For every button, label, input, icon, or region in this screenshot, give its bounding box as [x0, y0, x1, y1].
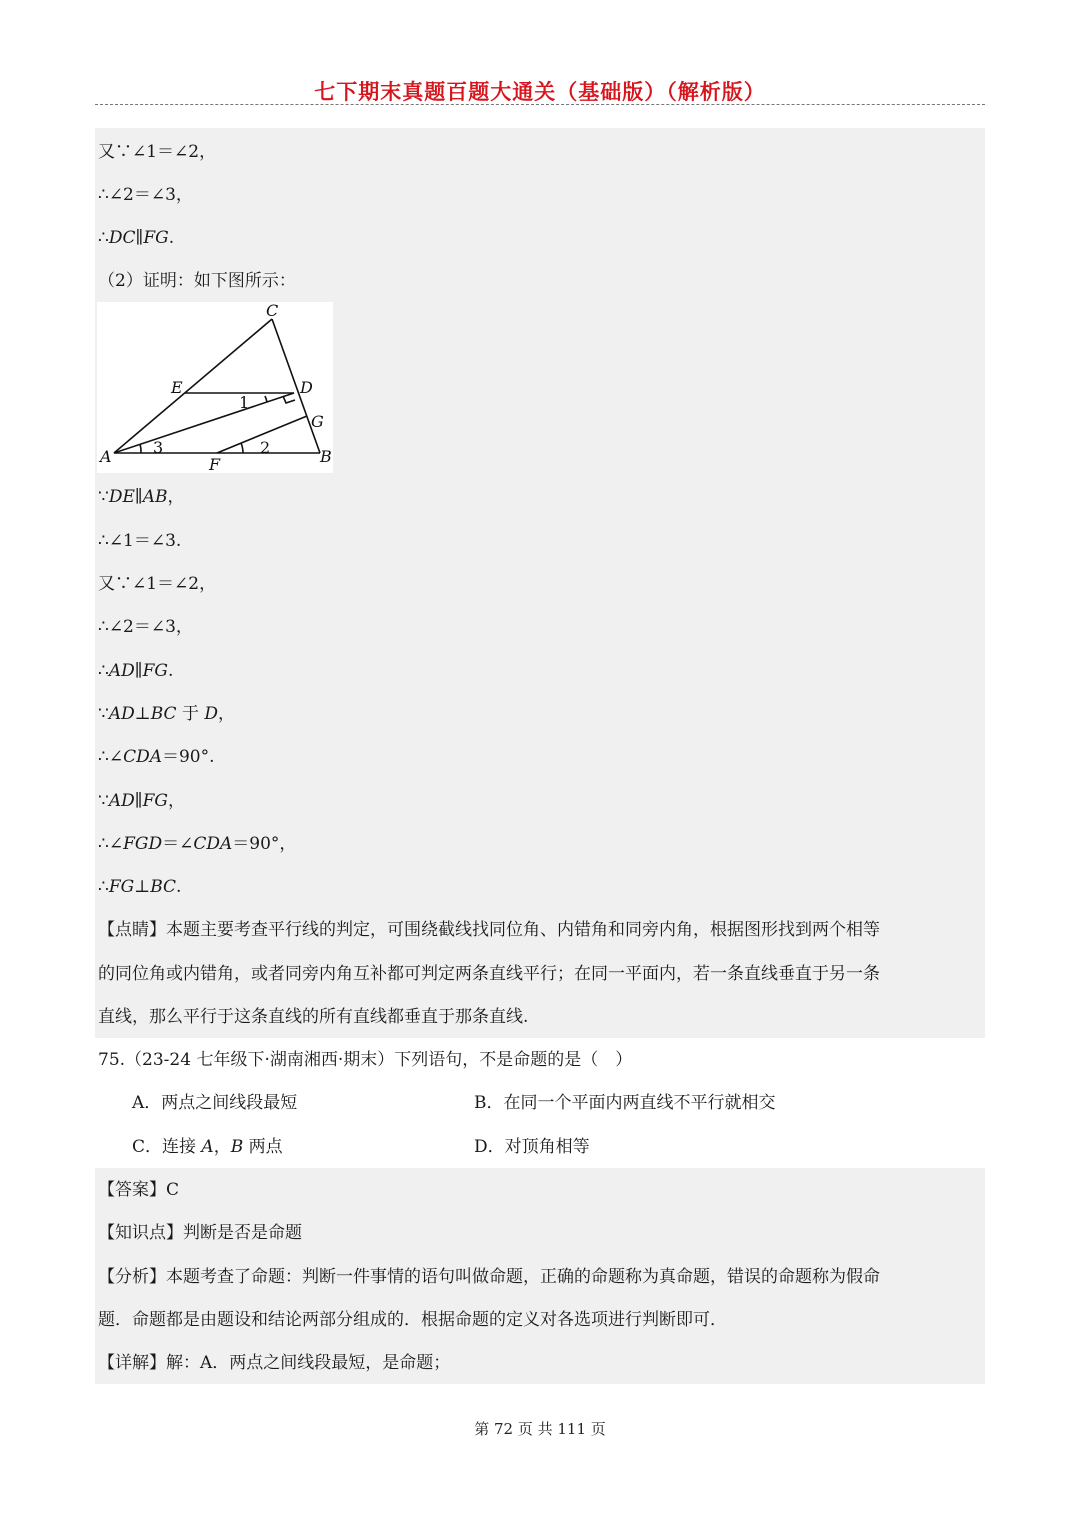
detail-line: 【详解】解：A．两点之间线段最短，是命题； — [98, 1353, 451, 1373]
angle3-arc — [140, 444, 141, 453]
proof2-step2: ∴∠1＝∠3. — [98, 531, 182, 551]
option-c: C．连接 A，B 两点 — [132, 1137, 283, 1157]
solution-block — [95, 128, 985, 1038]
comment-line1: 【点睛】本题主要考查平行线的判定，可围绕截线找同位角、内错角和同旁内角，根据图形找到两个相等 — [98, 920, 880, 940]
geometry-figure — [97, 302, 333, 473]
proof2-step9: ∴∠FGD＝∠CDA＝90°， — [98, 834, 297, 854]
page-number: 第 72 页 共 111 页 — [474, 1420, 606, 1438]
label-2: 2 — [260, 438, 271, 457]
label-A: A — [100, 447, 112, 466]
proof2-step1: ∵DE∥AB， — [98, 487, 185, 507]
triangle-diagram — [97, 302, 333, 473]
option-d: D．对顶角相等 — [474, 1137, 590, 1157]
option-a: A．两点之间线段最短 — [132, 1093, 298, 1113]
proof2-step4: ∴∠2＝∠3， — [98, 617, 193, 637]
question-stem: 75.（23-24 七年级下·湖南湘西·期末）下列语句，不是命题的是（ ） — [98, 1050, 633, 1070]
proof2-step5: ∴AD∥FG. — [98, 661, 174, 681]
proof1-line2: ∴∠2＝∠3， — [98, 185, 193, 205]
proof1-line3: ∴DC∥FG. — [98, 228, 175, 248]
angle1-arc — [265, 396, 267, 402]
option-b: B．在同一个平面内两直线不平行就相交 — [474, 1093, 776, 1113]
label-3: 3 — [153, 438, 164, 457]
segment-AC — [114, 319, 272, 453]
label-C: C — [266, 302, 279, 320]
proof2-step8: ∵AD∥FG， — [98, 791, 185, 811]
header-divider — [95, 104, 985, 105]
page-header-title: 七下期末真题百题大通关（基础版）（解析版） — [314, 79, 766, 104]
label-G: G — [311, 412, 324, 431]
comment-line3: 直线，那么平行于这条直线的所有直线都垂直于那条直线. — [98, 1007, 529, 1027]
analysis-line2: 题．命题都是由题设和结论两部分组成的．根据命题的定义对各选项进行判断即可． — [98, 1310, 727, 1330]
comment-line2: 的同位角或内错角，或者同旁内角互补都可判定两条直线平行；在同一平面内，若一条直线垂直于另一条 — [98, 964, 880, 984]
label-E: E — [171, 378, 183, 397]
label-F: F — [209, 455, 221, 473]
proof1-line1: 又∵∠1＝∠2， — [98, 142, 217, 162]
label-B: B — [320, 447, 332, 466]
proof2-step7: ∴∠CDA＝90°. — [98, 747, 215, 767]
proof2-intro: （2）证明：如下图所示： — [98, 271, 296, 291]
proof2-step6: ∵AD⊥BC 于 D， — [98, 704, 235, 724]
right-angle-mark — [283, 396, 295, 403]
label-D: D — [300, 378, 313, 397]
label-1: 1 — [239, 393, 250, 412]
answer-line: 【答案】C — [98, 1180, 180, 1200]
angle2-arc — [241, 443, 243, 453]
analysis-line1: 【分析】本题考查了命题：判断一件事情的语句叫做命题，正确的命题称为真命题，错误的命题称为假命 — [98, 1267, 880, 1287]
proof2-step3: 又∵∠1＝∠2， — [98, 574, 217, 594]
knowledge-point: 【知识点】判断是否是命题 — [98, 1223, 302, 1243]
proof2-step10: ∴FG⊥BC. — [98, 877, 182, 897]
